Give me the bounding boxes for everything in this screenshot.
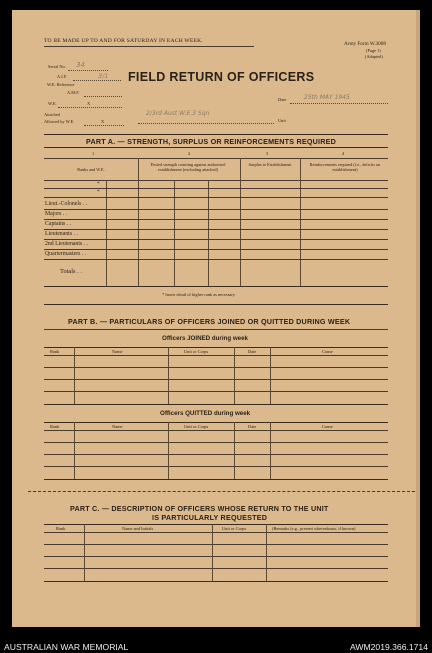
unit-label: Unit — [278, 118, 286, 123]
part-c-title-line-1: PART C. — DESCRIPTION OF OFFICERS WHOSE RETURN TO THE UNIT — [70, 504, 329, 513]
col-number-1: 1 — [92, 151, 95, 156]
col-number-2: 2 — [188, 151, 191, 156]
row-2nd-lieutenants: 2nd Lieutenants . . — [45, 241, 88, 247]
joined-col-rank: Rank — [50, 349, 60, 354]
date-handwriting: 25th MAY 1945 — [304, 94, 350, 101]
col-number-3: 3 — [266, 151, 269, 156]
col-surplus-header: Surplus to Establishment — [248, 162, 292, 167]
part-c-col-remarks: (Remarks (e.g., present whereabouts, if known) — [272, 526, 356, 531]
we-x-label: X — [87, 101, 91, 106]
row-lieut-colonels: Lieut.-Colonels . . — [45, 201, 88, 207]
part-c-col-rank: Rank — [56, 526, 66, 531]
form-title: FIELD RETURN OF OFFICERS — [128, 70, 315, 84]
joined-col-unit: Unit or Corps — [184, 349, 209, 354]
date-label: Date — [278, 97, 287, 102]
allowed-x-label: X — [101, 119, 105, 124]
form-number: Army Form W.3008 — [344, 41, 386, 47]
we-label: W.E. — [48, 101, 57, 106]
amf-label: A.M.F. — [67, 90, 80, 95]
quitted-col-date: Date — [248, 424, 257, 429]
serial-handwriting: 34 — [76, 61, 85, 69]
quitted-col-name: Name — [112, 424, 123, 429]
allowed-label: Allowed by W.E. — [44, 119, 75, 124]
row-quartermasters: Quartermasters . . — [45, 251, 87, 257]
col-reinforcements-header: Reinforcements required (i.e., deficits on establishment) — [309, 162, 381, 172]
part-c-title-line-2: IS PARTICULARLY REQUESTED — [152, 513, 268, 522]
part-c-col-name: Name and Initials — [122, 526, 154, 531]
unit-handwriting: 2/3rd Aust W.E.3 Sqn — [146, 110, 210, 117]
quitted-col-unit: Unit or Corps — [184, 424, 209, 429]
caption-source: AUSTRALIAN WAR MEMORIAL — [4, 642, 129, 652]
star-row-1: * — [97, 181, 100, 187]
instruction-underline — [44, 46, 254, 47]
form-page — [12, 10, 420, 627]
aif-label: A.I.F. — [57, 74, 68, 79]
tear-line — [28, 491, 420, 492]
quitted-subtitle: Officers QUITTED during week — [160, 410, 251, 417]
star-row-2: * — [97, 189, 100, 195]
aif-handwriting: 3/1 — [98, 72, 109, 80]
row-majors: Majors . . — [45, 211, 68, 217]
quitted-col-cause: Cause — [322, 424, 333, 429]
col-posted-header: Posted strength counting against authorised establishment (excluding attached) — [150, 162, 226, 172]
part-b-title: PART B. — PARTICULARS OF OFFICERS JOINED OR QUITTED DURING WEEK — [68, 317, 351, 326]
col-ranks-header: Ranks and W.E. — [77, 167, 105, 172]
row-captains: Captains . . — [45, 221, 72, 227]
row-lieutenants: Lieutenants . . — [45, 231, 78, 237]
attached-label: Attached — [44, 112, 60, 117]
part-a-footnote: * Insert detail of higher rank as necessary — [162, 292, 236, 297]
joined-col-cause: Cause — [322, 349, 333, 354]
instruction-text: TO BE MADE UP TO AND FOR SATURDAY IN EACH WEEK. — [44, 38, 203, 44]
joined-col-date: Date — [248, 349, 257, 354]
quitted-col-rank: Rank — [50, 424, 60, 429]
part-c-col-unit: Unit or Corps — [222, 526, 247, 531]
we-reference-label: W.E. Reference — [47, 82, 75, 87]
serial-label: Serial No. — [48, 64, 66, 69]
joined-col-name: Name — [112, 349, 123, 354]
col-number-4: 4 — [342, 151, 345, 156]
caption-accession-number: AWM2019.366.1714 — [349, 642, 428, 652]
part-a-title: PART A. — STRENGTH, SURPLUS OR REINFORCEMENTS REQUIRED — [86, 137, 336, 146]
form-page-label: (Page 1) — [366, 48, 381, 53]
joined-subtitle: Officers JOINED during week — [162, 335, 248, 342]
row-totals: Totals . . — [60, 268, 82, 275]
form-adapted-label: (Adapted) — [365, 54, 383, 59]
